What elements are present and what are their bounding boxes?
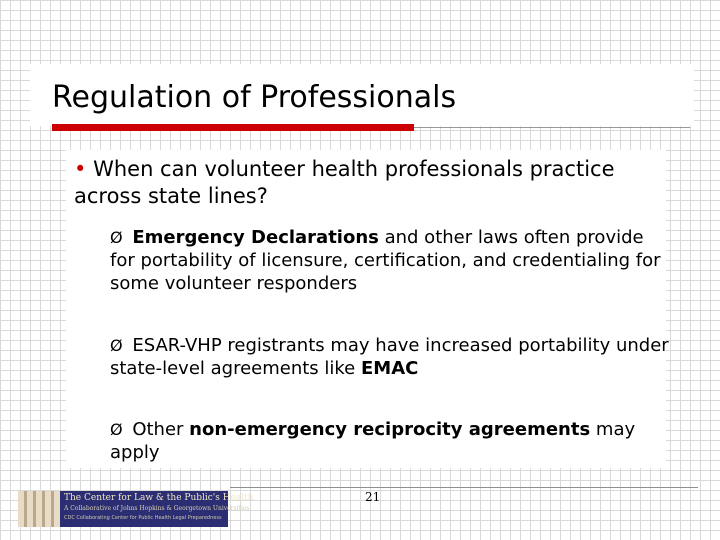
sub-bullet-reciprocity [110,418,670,464]
title-underline [414,127,690,128]
main-bullet [74,156,664,210]
logo-caption: CDC Collaborating Center for Public Health Legal Preparedness [64,515,222,521]
bullet-dot-icon: • [74,157,87,181]
arrow-bullet-icon: Ø [110,420,123,439]
main-bullet-text: When can volunteer health professionals practice across state lines? [74,157,615,208]
sub-bullet-text: and other laws often provide for portability of licensure, certification, and credentialing for some volunteer responders [110,227,661,294]
arrow-bullet-icon: Ø [110,228,123,247]
sub-bullet-bold: EMAC [360,358,419,379]
logo-title: The Center for Law & the Public's Health [64,493,254,503]
pillars-icon [18,491,60,527]
slide-title: Regulation of Professionals [52,80,457,115]
page-number: 21 [365,490,381,504]
footer-divider [230,487,698,488]
sub-bullet-text: ESAR-VHP registrants may have increased portability under state-level agreements like [110,335,669,379]
sub-bullet-text-after: may apply [110,419,636,463]
sub-bullet-bold: Emergency Declarations [132,227,379,248]
logo-subtitle: A Collaborative of Johns Hopkins & Georgetown Universities [64,505,250,512]
sub-bullet-emergency [110,226,670,295]
sub-bullet-esar [110,334,670,380]
sub-bullet-text-before: Other [132,419,190,440]
title-accent-bar [52,124,414,131]
arrow-bullet-icon: Ø [110,336,123,355]
sub-bullet-bold: non-emergency reciprocity agreements [189,419,591,440]
center-logo [18,491,254,527]
